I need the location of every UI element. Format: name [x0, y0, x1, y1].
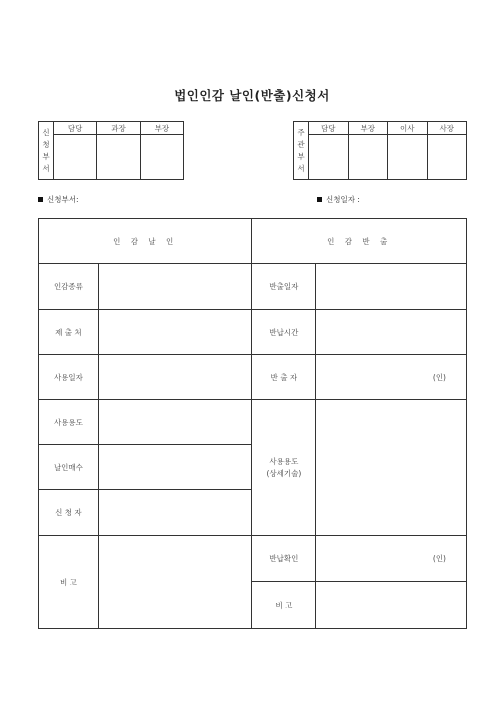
supervisor-approval-box — [293, 121, 467, 180]
remarks-right-input[interactable] — [316, 582, 467, 629]
use-date-label: 사용일자 — [39, 355, 99, 400]
applicant-dept-field[interactable] — [38, 194, 79, 205]
submit-to-label: 제 출 처 — [39, 310, 99, 355]
takeout-person-input[interactable] — [316, 355, 467, 400]
applicant-approval-box — [38, 121, 184, 180]
remarks-left-label: 비 고 — [39, 536, 99, 629]
supervisor-approval-col-dept-head: 부장 — [348, 122, 388, 135]
applicant-sign-staff[interactable] — [54, 135, 97, 180]
return-confirm-input[interactable] — [316, 536, 467, 582]
seal-takeout-header: 인 감 반 출 — [252, 219, 467, 264]
form-title: 법인인감 날인(반출)신청서 — [174, 88, 330, 103]
return-time-label: 반납시간 — [252, 310, 316, 355]
supervisor-approval-col-director: 이사 — [388, 122, 428, 135]
applicant-approval-col-staff: 담당 — [54, 122, 97, 135]
purpose-input[interactable] — [98, 400, 252, 445]
square-bullet-icon — [317, 197, 322, 202]
applicant-approval-side-label: 신 청 부 서 — [39, 122, 54, 180]
purpose-label: 사용용도 — [39, 400, 99, 445]
submit-to-input[interactable] — [98, 310, 252, 355]
seal-type-input[interactable] — [98, 264, 252, 310]
applicant-input[interactable] — [98, 490, 252, 536]
purpose-detail-label: 사용용도 (상세기술) — [252, 400, 316, 536]
application-date-field[interactable] — [317, 194, 360, 205]
seal-type-label: 인감종류 — [39, 264, 99, 310]
stamp-count-label: 날인매수 — [39, 445, 99, 490]
takeout-person-label: 반 출 자 — [252, 355, 316, 400]
applicant-approval-col-dept-head: 부장 — [140, 122, 183, 135]
square-bullet-icon — [38, 197, 43, 202]
applicant-sign-section-chief[interactable] — [97, 135, 140, 180]
supervisor-sign-staff[interactable] — [309, 135, 349, 180]
remarks-right-label: 비 고 — [252, 582, 316, 629]
supervisor-sign-president[interactable] — [427, 135, 467, 180]
applicant-label: 신 청 자 — [39, 490, 99, 536]
applicant-approval-col-section-chief: 과장 — [97, 122, 140, 135]
applicant-sign-dept-head[interactable] — [140, 135, 183, 180]
supervisor-approval-side-label: 주 관 부 서 — [294, 122, 309, 180]
seal-mark: (인) — [432, 372, 446, 382]
use-date-input[interactable] — [98, 355, 252, 400]
return-confirm-label: 반납확인 — [252, 536, 316, 582]
supervisor-sign-dept-head[interactable] — [348, 135, 388, 180]
takeout-date-input[interactable] — [316, 264, 467, 310]
return-time-input[interactable] — [316, 310, 467, 355]
main-form-table — [38, 218, 467, 629]
application-date-label: 신청일자 : — [326, 195, 360, 204]
remarks-left-input[interactable] — [98, 536, 252, 629]
takeout-date-label: 반출일자 — [252, 264, 316, 310]
seal-mark: (인) — [432, 554, 446, 563]
supervisor-approval-col-staff: 담당 — [309, 122, 349, 135]
stamp-count-input[interactable] — [98, 445, 252, 490]
seal-stamping-header: 인 감 날 인 — [39, 219, 252, 264]
purpose-detail-input[interactable] — [316, 400, 467, 536]
supervisor-approval-col-president: 사장 — [427, 122, 467, 135]
supervisor-sign-director[interactable] — [388, 135, 428, 180]
applicant-dept-label: 신청부서: — [47, 195, 79, 204]
